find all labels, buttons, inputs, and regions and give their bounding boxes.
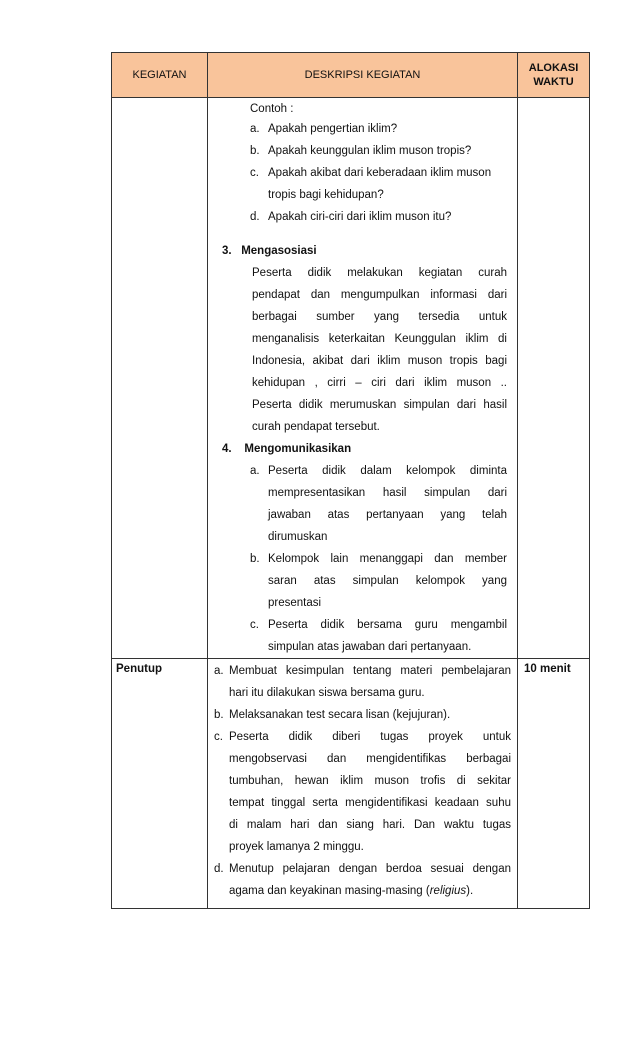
komunikasi-item-line: Peserta didik dalam kelompok diminta bbox=[268, 465, 507, 477]
mengasosiasi-block bbox=[208, 240, 517, 438]
komunikasi-item-marker: c. bbox=[250, 619, 259, 631]
alokasi-cell-empty bbox=[518, 98, 590, 659]
penutup-label-text: Penutup bbox=[116, 663, 162, 675]
penutup-list bbox=[214, 660, 511, 902]
contoh-item-marker: a. bbox=[250, 123, 260, 135]
penutup-item-line: agama dan keyakinan masing-masing (religius). bbox=[229, 885, 474, 897]
contoh-item-text bbox=[268, 140, 505, 162]
penutup-deskripsi bbox=[208, 659, 518, 909]
penutup-item-line: tempat tinggal serta mengidentifikasi keadaan suhu bbox=[229, 797, 511, 809]
komunikasi-item-line: simpulan atas jawaban dari pertanyaan. bbox=[268, 641, 472, 653]
penutup-item-line: Melaksanakan test secara lisan (kejujuran). bbox=[229, 709, 451, 721]
komunikasi-item-line: Peserta didik bersama guru mengambil bbox=[268, 619, 507, 631]
komunikasi-item-line: dirumuskan bbox=[268, 531, 328, 543]
contoh-item-line: Apakah pengertian iklim? bbox=[268, 123, 398, 135]
penutup-item-text bbox=[229, 704, 511, 726]
mengomunikasikan-title: Mengomunikasikan bbox=[244, 443, 352, 455]
table-row-inti bbox=[112, 98, 590, 659]
penutup-item-marker: a. bbox=[214, 665, 224, 677]
header-deskripsi: DESKRIPSI KEGIATAN bbox=[208, 53, 518, 98]
contoh-block bbox=[208, 100, 517, 228]
contoh-item-marker: b. bbox=[250, 145, 260, 157]
deskripsi-cell-inti bbox=[208, 98, 518, 659]
mengomunikasikan-number: 4. bbox=[222, 443, 232, 455]
komunikasi-item-line: mempresentasikan hasil simpulan dari bbox=[268, 487, 507, 499]
komunikasi-item-marker: a. bbox=[250, 465, 260, 477]
contoh-item-line: tropis bagi kehidupan? bbox=[268, 189, 384, 201]
penutup-item-line: tumbuhan, hewan iklim muson trofis di sekitar bbox=[229, 775, 511, 787]
table-header-row bbox=[112, 53, 590, 98]
penutup-item-text bbox=[229, 858, 511, 902]
penutup-item bbox=[214, 858, 511, 902]
komunikasi-item-line: jawaban atas pertanyaan yang telah bbox=[268, 509, 507, 521]
komunikasi-item bbox=[250, 548, 507, 614]
penutup-item-line: hari itu dilakukan siswa bersama guru. bbox=[229, 687, 425, 699]
mengomunikasikan-heading bbox=[222, 438, 507, 460]
penutup-item-text bbox=[229, 726, 511, 858]
contoh-item bbox=[250, 140, 505, 162]
mengasosiasi-number: 3. bbox=[222, 245, 232, 257]
header-alokasi: ALOKASI WAKTU bbox=[518, 53, 590, 98]
penutup-item-marker: c. bbox=[214, 731, 223, 743]
komunikasi-item-line: Kelompok lain menanggapi dan member bbox=[268, 553, 507, 565]
komunikasi-item bbox=[250, 460, 507, 548]
contoh-item-marker: d. bbox=[250, 211, 260, 223]
penutup-item-line: proyek lamanya 2 minggu. bbox=[229, 841, 364, 853]
komunikasi-item-text bbox=[268, 548, 507, 614]
penutup-item-text bbox=[229, 660, 511, 704]
contoh-item-text bbox=[268, 162, 505, 206]
contoh-item-line: Apakah ciri-ciri dari iklim muson itu? bbox=[268, 211, 452, 223]
mengasosiasi-line: Peserta didik melakukan kegiatan curah bbox=[252, 267, 507, 279]
penutup-item-marker: d. bbox=[214, 863, 224, 875]
mengasosiasi-line: kehidupan , cirri – ciri dari iklim muson .. bbox=[252, 377, 507, 389]
mengasosiasi-line: menganalisis keterkaitan Keunggulan iklim di bbox=[252, 333, 507, 345]
penutup-waktu bbox=[518, 659, 590, 909]
contoh-list bbox=[250, 118, 505, 228]
contoh-item-line: Apakah akibat dari keberadaan iklim muson bbox=[268, 167, 492, 179]
komunikasi-item-text bbox=[268, 460, 507, 548]
penutup-label bbox=[112, 659, 208, 909]
komunikasi-item bbox=[250, 614, 507, 658]
mengasosiasi-text bbox=[222, 262, 507, 438]
lesson-table bbox=[111, 52, 590, 909]
penutup-item-line: Membuat kesimpulan tentang materi pembelajaran bbox=[229, 665, 511, 677]
table-row-penutup bbox=[112, 659, 590, 909]
contoh-item bbox=[250, 206, 505, 228]
penutup-item-italic: religius bbox=[429, 885, 467, 897]
komunikasi-item-text bbox=[268, 614, 507, 658]
mengasosiasi-line: Indonesia, akibat dari iklim muson tropis bagi bbox=[252, 355, 507, 367]
mengomunikasikan-block bbox=[208, 438, 517, 658]
contoh-item-line: Apakah keunggulan iklim muson tropis? bbox=[268, 145, 472, 157]
contoh-item-text bbox=[268, 206, 505, 228]
mengomunikasikan-list bbox=[222, 460, 507, 658]
komunikasi-item-line: presentasi bbox=[268, 597, 322, 609]
contoh-title: Contoh : bbox=[250, 103, 294, 115]
kegiatan-cell-empty bbox=[112, 98, 208, 659]
mengasosiasi-heading bbox=[222, 240, 507, 262]
penutup-item-line: Peserta didik diberi tugas proyek untuk bbox=[229, 731, 511, 743]
mengasosiasi-line: curah pendapat tersebut. bbox=[252, 421, 380, 433]
mengasosiasi-line: berbagai sumber yang tersedia untuk bbox=[252, 311, 507, 323]
contoh-item bbox=[250, 162, 505, 206]
mengasosiasi-title: Mengasosiasi bbox=[241, 245, 317, 257]
penutup-item-line: mengobservasi dan mengidentifikas berbagai bbox=[229, 753, 511, 765]
penutup-item-line: di malam hari dan siang hari. Dan waktu tugas bbox=[229, 819, 511, 831]
penutup-item bbox=[214, 726, 511, 858]
penutup-item-marker: b. bbox=[214, 709, 224, 721]
contoh-item-marker: c. bbox=[250, 167, 259, 179]
penutup-item bbox=[214, 704, 511, 726]
mengasosiasi-line: Peserta didik merumuskan simpulan dari hasil bbox=[252, 399, 507, 411]
contoh-item bbox=[250, 118, 505, 140]
header-kegiatan: KEGIATAN bbox=[112, 53, 208, 98]
penutup-item bbox=[214, 660, 511, 704]
penutup-waktu-text: 10 menit bbox=[524, 663, 571, 675]
komunikasi-item-line: saran atas simpulan kelompok yang bbox=[268, 575, 507, 587]
contoh-item-text bbox=[268, 118, 505, 140]
penutup-item-line: Menutup pelajaran dengan berdoa sesuai dengan bbox=[229, 863, 511, 875]
komunikasi-item-marker: b. bbox=[250, 553, 260, 565]
mengasosiasi-line: pendapat dan mengumpulkan informasi dari bbox=[252, 289, 507, 301]
